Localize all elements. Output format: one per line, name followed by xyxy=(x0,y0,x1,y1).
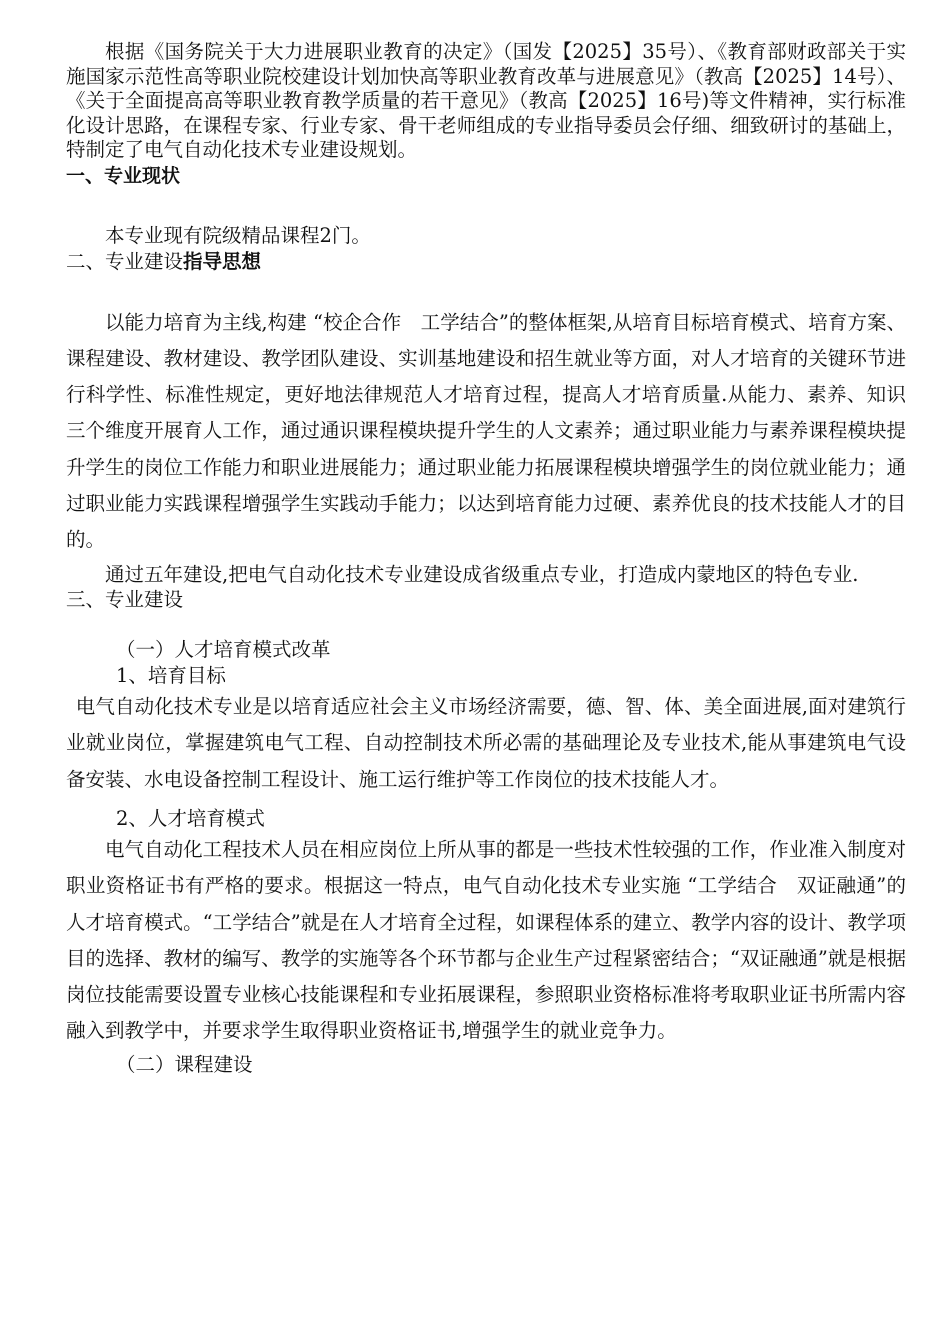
document-page xyxy=(66,40,906,1078)
subsection-heading-courses: （二）课程建设 xyxy=(116,1052,253,1076)
section-heading-status: 一、专业现状 xyxy=(66,164,181,187)
section-heading-construction: 三、专业建设 xyxy=(66,588,184,612)
spacer xyxy=(66,275,906,305)
item-heading-target: 1、培育目标 xyxy=(116,664,226,688)
status-paragraph: 本专业现有院级精品课程2门。 xyxy=(105,223,371,247)
item-heading-mode: 2、人才培育模式 xyxy=(116,806,265,830)
section-heading-guiding-bold: 指导思想 xyxy=(183,249,262,273)
mode-paragraph: 电气自动化工程技术人员在相应岗位上所从事的都是一些技术性较强的工作，作业准入制度对职业资格证书有严格的要求。根据这一特点，电气自动化技术专业实施 “工学结合 双证融通”的人才培育模式。“工学结合”就是在人才培育全过程，如课程体系的建立、教学内容的设计、教学项目的选择、教材的编写、教学的实施等各个环节都与企业生产过程紧密结合；“双证融通”就是根据岗位技能需要设置专业核心技能课程和专业拓展课程，参照职业资格标准将考取职业证书所需内容融入到教学中，并要求学生取得职业资格证书,增强学生的就业竞争力。 xyxy=(66,837,906,1043)
section-heading-guiding-plain: 二、专业建设 xyxy=(66,249,184,273)
guiding-paragraph: 以能力培育为主线,构建 “校企合作 工学结合”的整体框架,从培育目标培育模式、培育方案、课程建设、教材建设、教学团队建设、实训基地建设和招生就业等方面，对人才培育的关键环节进行科学性、标准性规定，更好地法律规范人才培育过程，提高人才培育质量.从能力、素养、知识三个维度开展育人工作，通过通识课程模块提升学生的人文素养；通过职业能力与素养课程模块提升学生的岗位工作能力和职业进展能力；通过职业能力拓展课程模块增强学生的岗位就业能力；通过职业能力实践课程增强学生实践动手能力；以达到培育能力过硬、素养优良的技术技能人才的目的。 xyxy=(66,310,906,552)
spacer xyxy=(66,613,906,637)
intro-paragraph: 根据《国务院关于大力进展职业教育的决定》（国发【2025】35号）、《教育部财政部关于实施国家示范性高等职业院校建设计划加快高等职业教育改革与进展意见》（教高【2025】14号）、《关于全面提高高等职业教育教学质量的若干意见》（教高【2025】16号)等文件精神，实行标准化设计思路，在课程专家、行业专家、骨干老师组成的专业指导委员会仔细、细致研讨的基础上，特制定了电气自动化技术专业建设规划。 xyxy=(66,40,906,161)
goal-paragraph: 通过五年建设,把电气自动化技术专业建设成省级重点专业，打造成内蒙地区的特色专业. xyxy=(105,562,859,586)
spacer xyxy=(66,189,906,223)
spacer xyxy=(66,798,906,806)
target-paragraph: 电气自动化技术专业是以培育适应社会主义市场经济需要，德、智、体、美全面进展,面对建筑行业就业岗位，掌握建筑电气工程、自动控制技术所必需的基础理论及专业技术,能从事建筑电气设备安装、水电设备控制工程设计、施工运行维护等工作岗位的技术技能人才。 xyxy=(66,695,906,791)
subsection-heading-talent: （一）人才培育模式改革 xyxy=(116,638,331,662)
section-heading-guiding xyxy=(66,249,906,275)
